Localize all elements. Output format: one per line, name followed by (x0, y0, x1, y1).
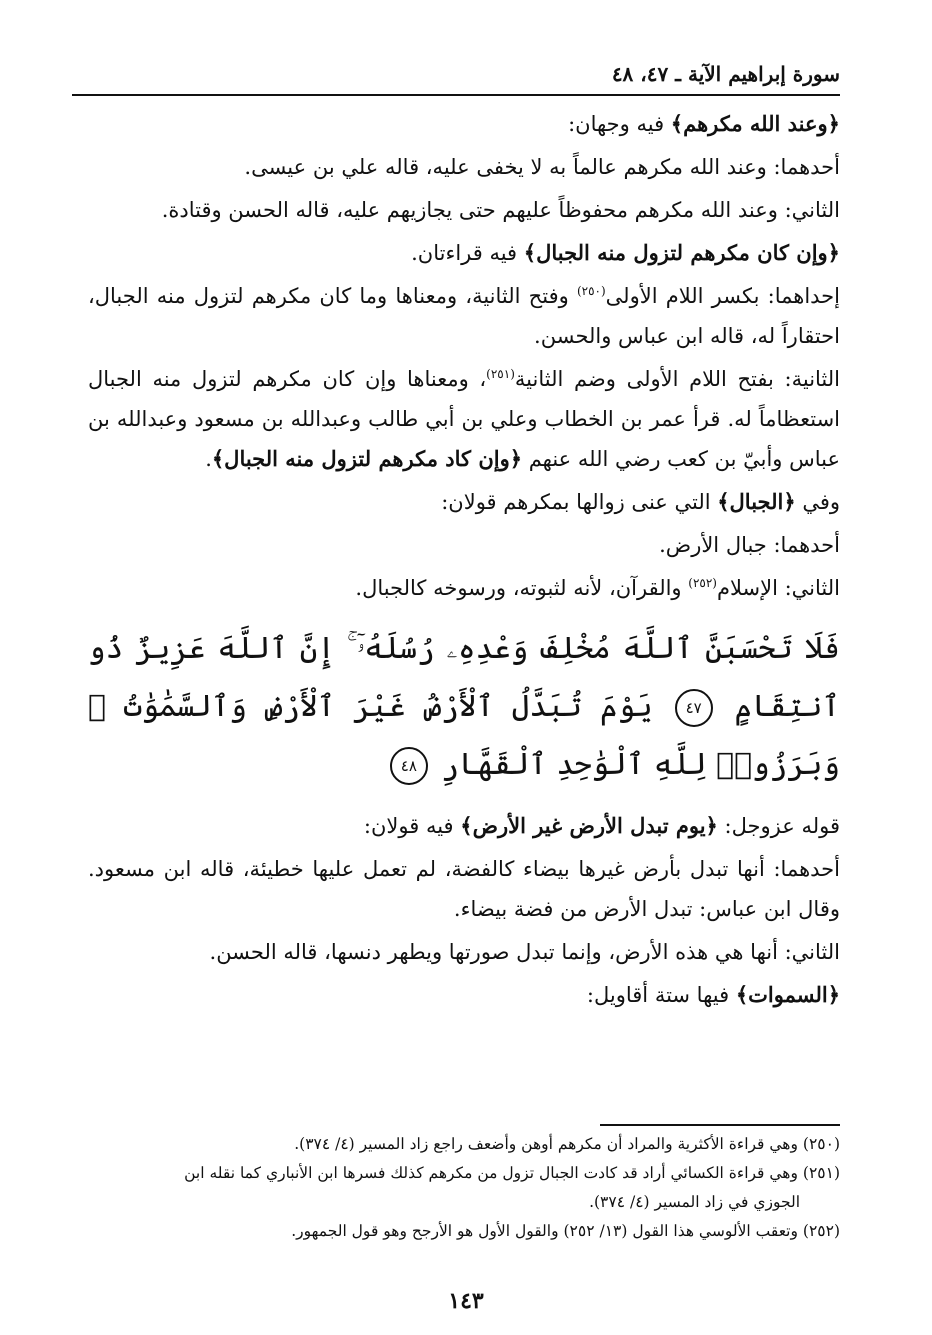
text: التي عنى زوالها بمكرهم قولان: (441, 490, 718, 514)
main-text (88, 104, 840, 1018)
footnote-ref: (٢٥١) (486, 367, 515, 381)
quran-quote: ﴿يوم تبدل الأرض غير الأرض﴾ (460, 813, 718, 838)
text: قوله عزوجل: (717, 814, 840, 838)
ayah-marker-icon: ٤٨ (390, 747, 428, 785)
text: . (205, 447, 212, 471)
text: وفي (795, 490, 840, 514)
footnote-divider (600, 1124, 840, 1126)
footnote-251: (٢٥١) وهي قراءة الكسائي أراد قد كادت الجبال تزول من مكرهم كذلك فسرها ابن الأنباري كما نقله ابن (184, 1164, 840, 1182)
paragraph (88, 482, 840, 522)
paragraph (88, 104, 840, 144)
text: فيه قراءتان. (411, 241, 524, 265)
text: فيها ستة أقاويل: (586, 983, 736, 1007)
paragraph: أحدهما: جبال الأرض. (659, 533, 840, 557)
footnote-ref: (٢٥٢) (688, 576, 717, 590)
paragraph (88, 359, 840, 479)
footnote-ref: (٢٥٠) (576, 284, 606, 298)
footnote-251-cont: الجوزي في زاد المسير (٤/ ٣٧٤). (589, 1193, 800, 1211)
quran-quote: ﴿الجبال﴾ (717, 489, 796, 514)
surah-title: سورة إبراهيم الآية ـ ٤٧، ٤٨ (611, 62, 840, 86)
quran-quote: ﴿السموات﴾ (735, 982, 840, 1007)
text: فيه وجهان: (568, 112, 671, 136)
footnote-252: (٢٥٢) وتعقب الألوسي هذا القول (١٣/ ٢٥٢) والقول الأول هو الأرجح وهو قول الجمهور. (291, 1222, 840, 1240)
text: إحداهما: بكسر اللام الأولى (605, 284, 840, 308)
paragraph (88, 975, 840, 1015)
paragraph (88, 806, 840, 846)
footnote-250: (٢٥٠) وهي قراءة الأكثرية والمراد أن مكرهم أوهن وأضعف راجع زاد المسير (٤/ ٣٧٤). (294, 1135, 840, 1153)
running-header (72, 60, 840, 96)
verse-48: يَوْمَ تُبَدَّلُ ٱلْأَرْضُ غَيْرَ ٱلْأَرْضِ وَٱلسَّمَٰوَٰتُ ۖ وَبَرَزُوا۟ لِلَّهِ ٱلْوَٰحِدِ ٱلْقَهَّارِ (88, 689, 840, 782)
verse-47: فَلَا تَحْسَبَنَّ ٱللَّهَ مُخْلِفَ وَعْدِهِۦ رُسُلَهُۥٓ ۚ إِنَّ ٱللَّهَ عَزِيزٌ ذُو ٱنتِقَامٍ (88, 631, 840, 724)
ayah-marker-icon: ٤٧ (675, 689, 713, 727)
text: والقرآن، لأنه لثبوته، ورسوخه كالجبال. (355, 576, 689, 600)
text: الثانية: بفتح اللام الأولى وضم الثانية (514, 367, 841, 391)
footnotes (90, 1130, 840, 1246)
quran-verses (88, 620, 840, 794)
text: ، ومعناها وإن كان مكرهم لتزول منه الجبال استعظاماً له. قرأ عمر بن الخطاب وعلي بن أبي طالب وعبدالله بن مسعود وعبدالله بن عباس وأبيّ بن كعب رضي الله عنهم (88, 367, 840, 471)
paragraph: الثاني: أنها هي هذه الأرض، وإنما تبدل صورتها ويطهر دنسها، قاله الحسن. (209, 940, 840, 964)
quran-quote: ﴿وإن كان مكرهم لتزول منه الجبال﴾ (523, 240, 840, 265)
paragraph (88, 233, 840, 273)
text: الثاني: الإسلام (716, 576, 840, 600)
page-number: ١٤٣ (448, 1288, 484, 1314)
paragraph (88, 568, 840, 608)
paragraph: أحدهما: وعند الله مكرهم عالماً به لا يخفى عليه، قاله علي بن عيسى. (244, 155, 840, 179)
paragraph (88, 276, 840, 356)
text: وفتح الثانية، ومعناها وما كان مكرهم لتزول منه الجبال، احتقاراً له، قاله ابن عباس والحسن. (88, 284, 840, 348)
quran-quote: ﴿وعند الله مكرهم﴾ (670, 111, 840, 136)
paragraph: الثاني: وعند الله مكرهم محفوظاً عليهم حتى يجازيهم عليه، قاله الحسن وقتادة. (161, 198, 840, 222)
quran-quote: ﴿وإن كاد مكرهم لتزول منه الجبال﴾ (211, 446, 523, 471)
paragraph: أحدهما: أنها تبدل بأرض غيرها بيضاء كالفضة، لم تعمل عليها خطيئة، قاله ابن مسعود. وقال ابن عباس: تبدل الأرض من فضة بيضاء. (88, 857, 840, 921)
text: فيه قولان: (363, 814, 461, 838)
